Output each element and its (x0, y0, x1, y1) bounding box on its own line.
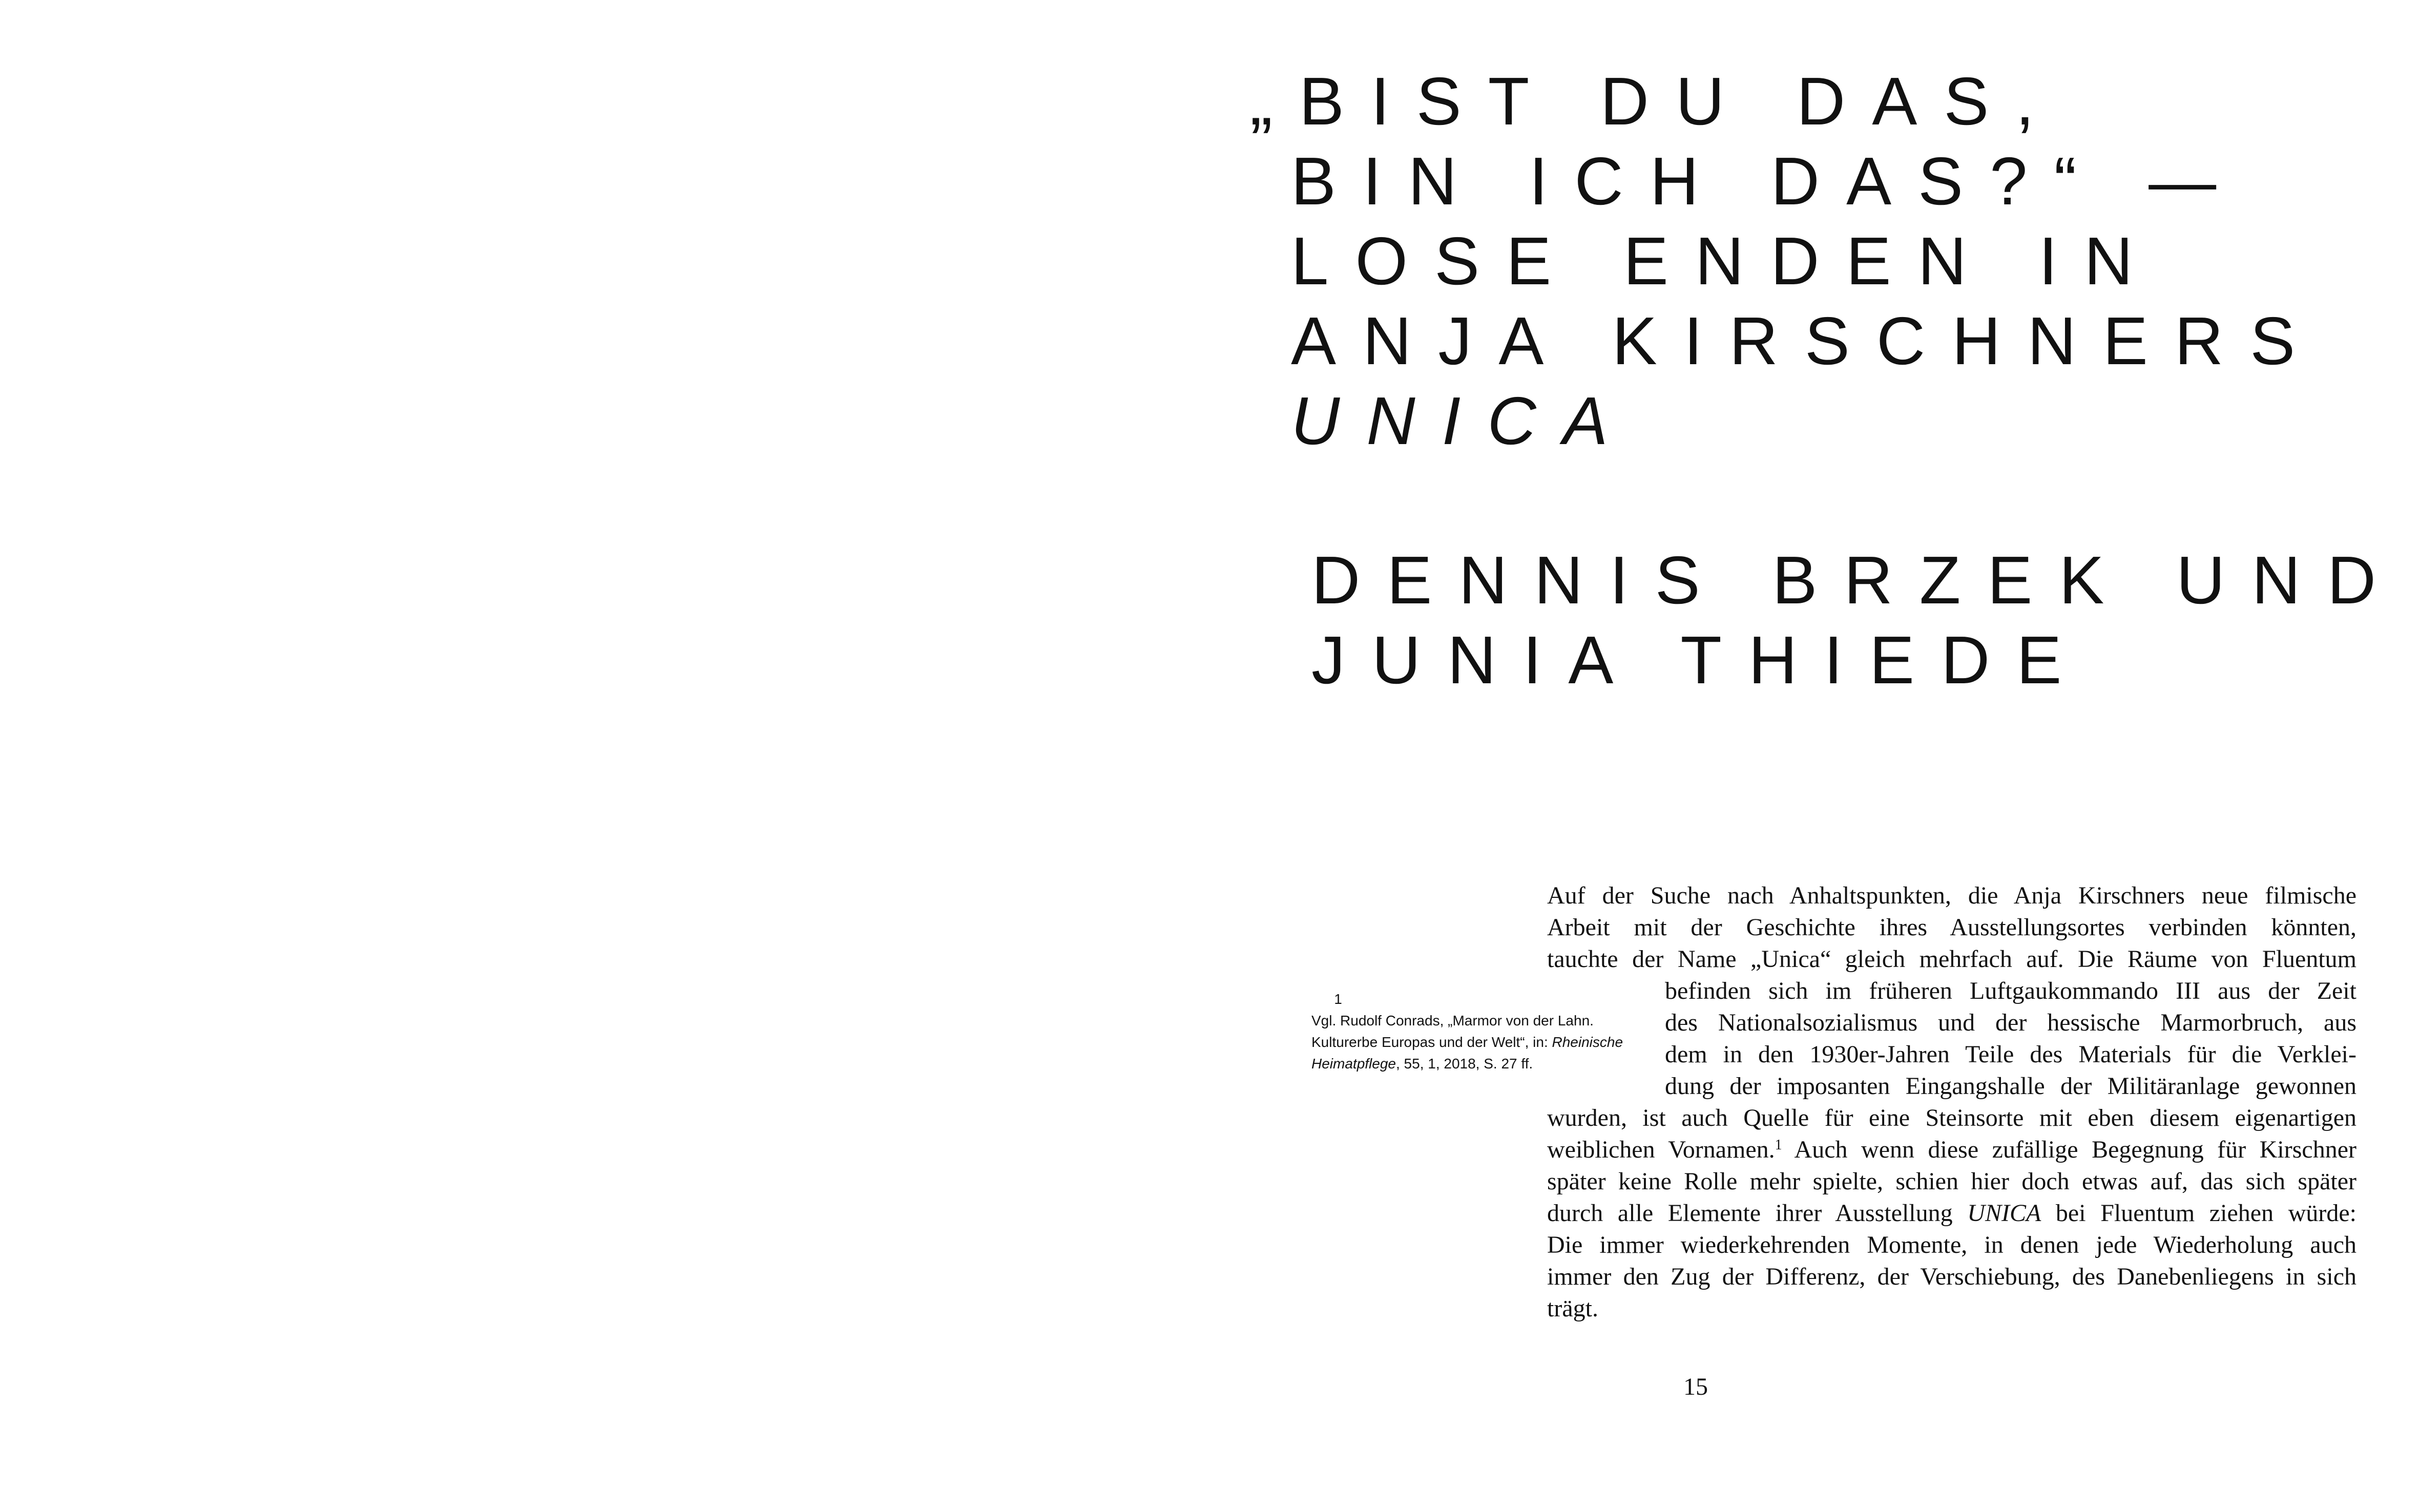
body-line: später keine Rolle mehr spielte, schien hier doch etwas auf, das sich später (1547, 1168, 2356, 1195)
body-line: durch alle Elemente ihrer Ausstellung UNICA bei Fluentum ziehen würde: (1547, 1200, 2357, 1227)
exhibition-title: UNICA (1967, 1200, 2041, 1227)
footnote-number: 1 (1334, 991, 1342, 1007)
body-line: weiblichen Vornamen.$^1$ Auch wenn diese zufällige Begegnung für Kirschner (1547, 1136, 2357, 1163)
footnote-journal: Rheinische Heimatpflege (1311, 1034, 1623, 1072)
title-line: „BIST DU DAS, (1250, 64, 2061, 139)
body-line: Auf der Suche nach Anhaltspunkten, die Anja Kirschners neue filmische (1547, 882, 2356, 909)
body-line: dem in den 1930er-Jahren Teile des Materials für die Verklei- (1665, 1041, 2356, 1068)
title-line: ANJA KIRSCHNERS (1291, 303, 2322, 379)
body-line: befinden sich im früheren Luftgaukommando III aus der Zeit (1665, 977, 2356, 1004)
author-line: JUNIA THIEDE (1311, 622, 2089, 698)
title-line: UNICA (1291, 383, 1635, 458)
body-line: Die immer wiederkehrenden Momente, in denen jede Wiederholung auch (1547, 1231, 2356, 1258)
footnote-text: Vgl. Rudolf Conrads, „Marmor von der Lahn. Kulturerbe Europas und der Welt“, in: Rheinische Heimatpflege, 55, 1, 2018, S. 27 ff. (1311, 1013, 1623, 1072)
title-line: LOSE ENDEN IN (1291, 223, 2160, 299)
body-line: trägt. (1547, 1295, 1598, 1322)
body-line: wurden, ist auch Quelle für eine Steinsorte mit eben diesem eigenartigen (1547, 1104, 2356, 1131)
body-paragraph (1547, 880, 2356, 1325)
author-line: DENNIS BRZEK UND (1311, 542, 2403, 618)
body-line: tauchte der Name „Unica“ gleich mehrfach auf. Die Räume von Fluentum (1547, 946, 2356, 973)
page-number: 15 (1683, 1373, 1708, 1400)
article-title (1250, 61, 2367, 461)
footnote-reference: 1 (1775, 1137, 1782, 1153)
title-line: BIN ICH DAS?“ — (1291, 143, 2243, 219)
article-authors (1311, 540, 2403, 700)
body-line: immer den Zug der Differenz, der Verschiebung, des Danebenliegens in sich (1547, 1263, 2356, 1290)
body-line: des Nationalsozialismus und der hessische Marmorbruch, aus (1665, 1009, 2356, 1036)
body-line: dung der imposanten Eingangshalle der Militäranlage gewonnen (1665, 1073, 2356, 1100)
body-line: Arbeit mit der Geschichte ihres Ausstellungsortes verbinden könnten, (1547, 914, 2356, 941)
